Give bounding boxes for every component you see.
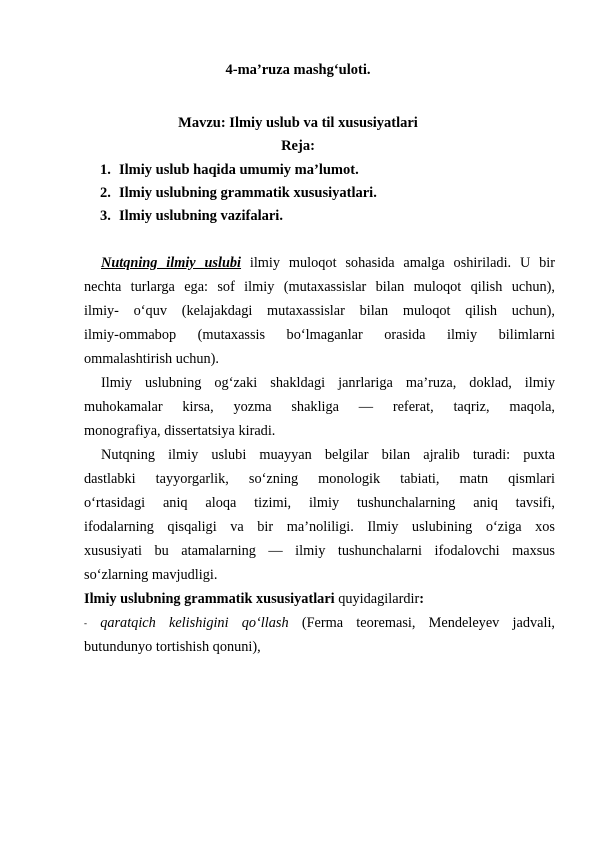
plan-heading: Reja: <box>281 138 315 154</box>
paragraph-1-line-5: ommalashtirish uchun). <box>84 351 220 367</box>
grammar-heading-bold: Ilmiy uslubning grammatik xususiyatlari <box>84 591 335 607</box>
plan-item-number: 2. <box>100 185 111 201</box>
paragraph-3-line-6: so‘zlarning mavjudligi. <box>84 567 218 583</box>
paragraph-2-line-1: Ilmiy uslubning og‘zaki shakldagi janrlariga ma’ruza, doklad, ilmiy <box>101 375 555 391</box>
bullet-1-line-2: butundunyo tortishish qonuni), <box>84 639 261 655</box>
plan-item-1 <box>100 161 359 179</box>
bullet-1-line-1 <box>84 614 555 632</box>
paragraph-3-line-3: o‘rtasidagi aniq aloqa tizimi, ilmiy tushunchalarning aniq tavsifi, <box>84 495 555 511</box>
paragraph-2-line-3: monografiya, dissertatsiya kiradi. <box>84 423 276 439</box>
bullet-italic-term: qaratqich kelishigini qo‘llash <box>87 615 289 631</box>
topic-heading: Mavzu: Ilmiy uslub va til xususiyatlari <box>178 115 418 131</box>
paragraph-text: ilmiy muloqot sohasida amalga oshiriladi. U bir <box>241 255 555 271</box>
plan-item-3 <box>100 207 283 225</box>
paragraph-1-line-4: ilmiy-ommabop (mutaxassis bo‘lmaganlar orasida ilmiy bilimlarni <box>84 327 555 343</box>
bullet-dash: - <box>84 618 87 628</box>
paragraph-3-line-5: xususiyati bu atamalarning — ilmiy tushunchalarni ifodalovchi maxsus <box>84 543 555 559</box>
plan-item-text: Ilmiy uslub haqida umumiy ma’lumot. <box>119 162 359 178</box>
paragraph-1-line-1 <box>101 254 555 272</box>
lecture-title: 4-ma’ruza mashg‘uloti. <box>225 62 371 78</box>
grammar-heading <box>84 590 555 608</box>
plan-item-text: Ilmiy uslubning vazifalari. <box>119 208 283 224</box>
plan-item-number: 1. <box>100 162 111 178</box>
paragraph-1-line-2: nechta turlarga ega: sof ilmiy (mutaxassislar bilan muloqot qilish uchun), <box>84 279 555 295</box>
bullet-text: (Ferma teoremasi, Mendeleyev jadvali, <box>288 615 555 631</box>
scientific-style-term: Nutqning ilmiy uslubi <box>101 255 242 271</box>
plan-item-text: Ilmiy uslubning grammatik xususiyatlari. <box>119 185 377 201</box>
paragraph-3-line-2: dastlabki tayyorgarlik, so‘zning monologik tabiati, matn qismlari <box>84 471 555 487</box>
paragraph-3-line-4: ifodalarning qisqaligi va bir ma’noliligi. Ilmiy uslubining o‘ziga xos <box>84 519 555 535</box>
paragraph-3-line-1: Nutqning ilmiy uslubi muayyan belgilar bilan ajralib turadi: puxta <box>101 447 555 463</box>
grammar-heading-colon: : <box>419 591 424 607</box>
plan-item-number: 3. <box>100 208 111 224</box>
grammar-heading-rest: quyidagilardir <box>334 591 420 607</box>
paragraph-2-line-2: muhokamalar kirsa, yozma shakliga — referat, taqriz, maqola, <box>84 399 555 415</box>
plan-item-2 <box>100 184 377 202</box>
paragraph-1-line-3: ilmiy- o‘quv (kelajakdagi mutaxassislar bilan muloqot qilish uchun), <box>84 303 555 319</box>
